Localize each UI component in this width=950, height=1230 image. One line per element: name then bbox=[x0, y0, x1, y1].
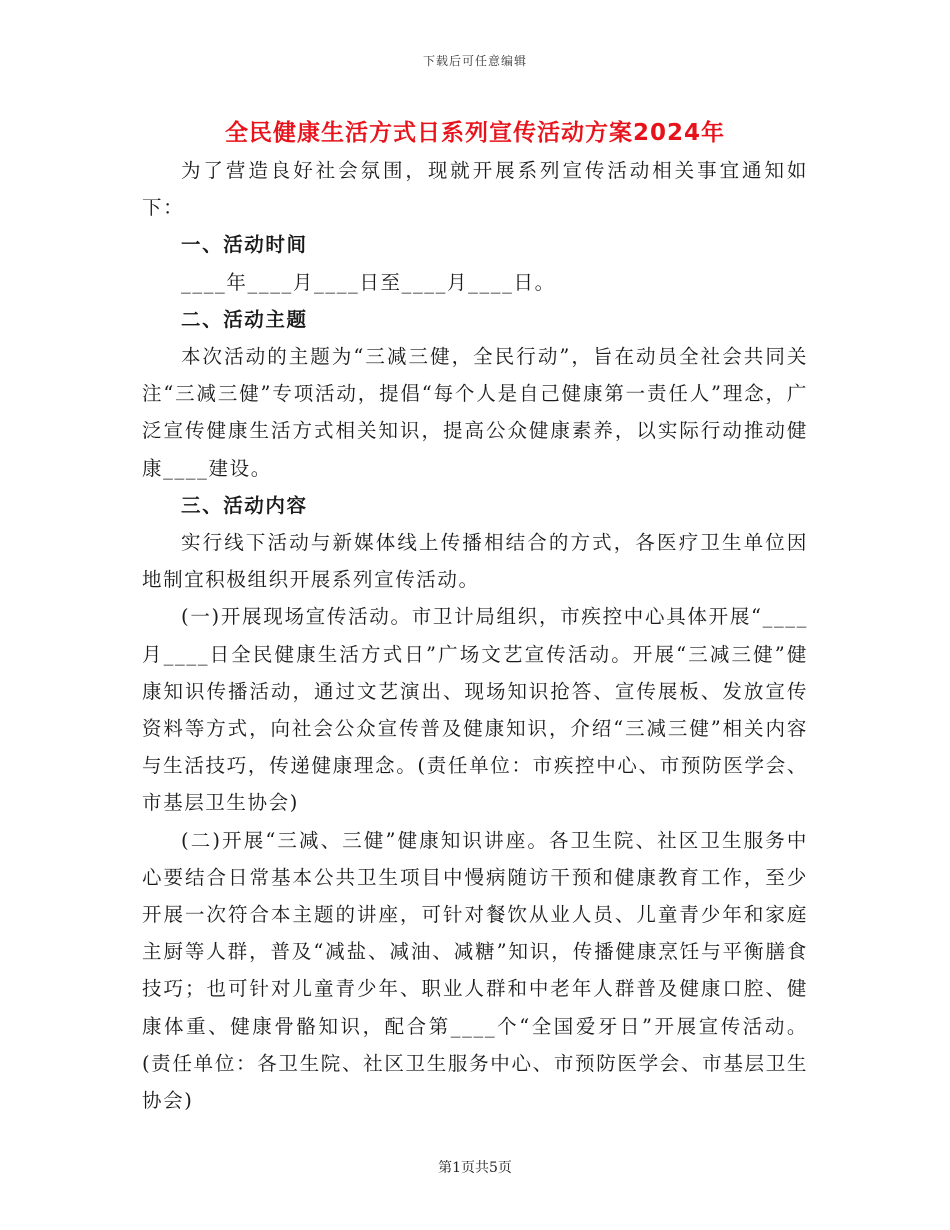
section-heading-theme: 二、活动主题 bbox=[181, 307, 308, 331]
document-body bbox=[142, 152, 808, 1119]
intro-paragraph: 为了营造良好社会氛围，现就开展系列宣传活动相关事宜通知如下： bbox=[142, 159, 808, 220]
time-paragraph: ____年____月____日至____月____日。 bbox=[181, 270, 556, 294]
section-heading-time: 一、活动时间 bbox=[181, 233, 308, 257]
section-heading-content: 三、活动内容 bbox=[181, 493, 308, 517]
content-item-2-paragraph: (二)开展“三减、三健”健康知识讲座。各卫生院、社区卫生服务中心要结合日常基本公共卫生项目中慢病随访干预和健康教育工作，至少开展一次符合本主题的讲座，可针对餐饮从业人员、儿童青少年和家庭主厨等人群，普及“减盐、减油、减糖”知识，传播健康烹饪与平衡膳食技巧；也可针对儿童青少年、职业人群和中老年人群普及健康口腔、健康体重、健康骨骼知识，配合第____个“全国爱牙日”开展宣传活动。(责任单位：各卫生院、社区卫生服务中心、市预防医学会、市基层卫生协会) bbox=[142, 828, 808, 1113]
header-note: 下载后可任意编辑 bbox=[422, 54, 527, 68]
theme-paragraph: 本次活动的主题为“三减三健，全民行动”，旨在动员全社会共同关注“三减三健”专项活动，提倡“每个人是自己健康第一责任人”理念，广泛宣传健康生活方式相关知识，提高公众健康素养，以实际行动推动健康____建设。 bbox=[142, 345, 808, 480]
content-intro-paragraph: 实行线下活动与新媒体线上传播相结合的方式，各医疗卫生单位因地制宜积极组织开展系列宣传活动。 bbox=[142, 531, 808, 592]
document-title: 全民健康生活方式日系列宣传活动方案2024年 bbox=[224, 120, 725, 146]
content-item-1-paragraph: (一)开展现场宣传活动。市卫计局组织，市疾控中心具体开展“____月____日全民健康生活方式日”广场文艺宣传活动。开展“三减三健”健康知识传播活动，通过文艺演出、现场知识抢答、宣传展板、发放宣传资料等方式，向社会公众宣传普及健康知识，介绍“三减三健”相关内容与生活技巧，传递健康理念。(责任单位：市疾控中心、市预防医学会、市基层卫生协会) bbox=[142, 605, 809, 815]
page-footer: 第1页共5页 bbox=[438, 1160, 512, 1176]
